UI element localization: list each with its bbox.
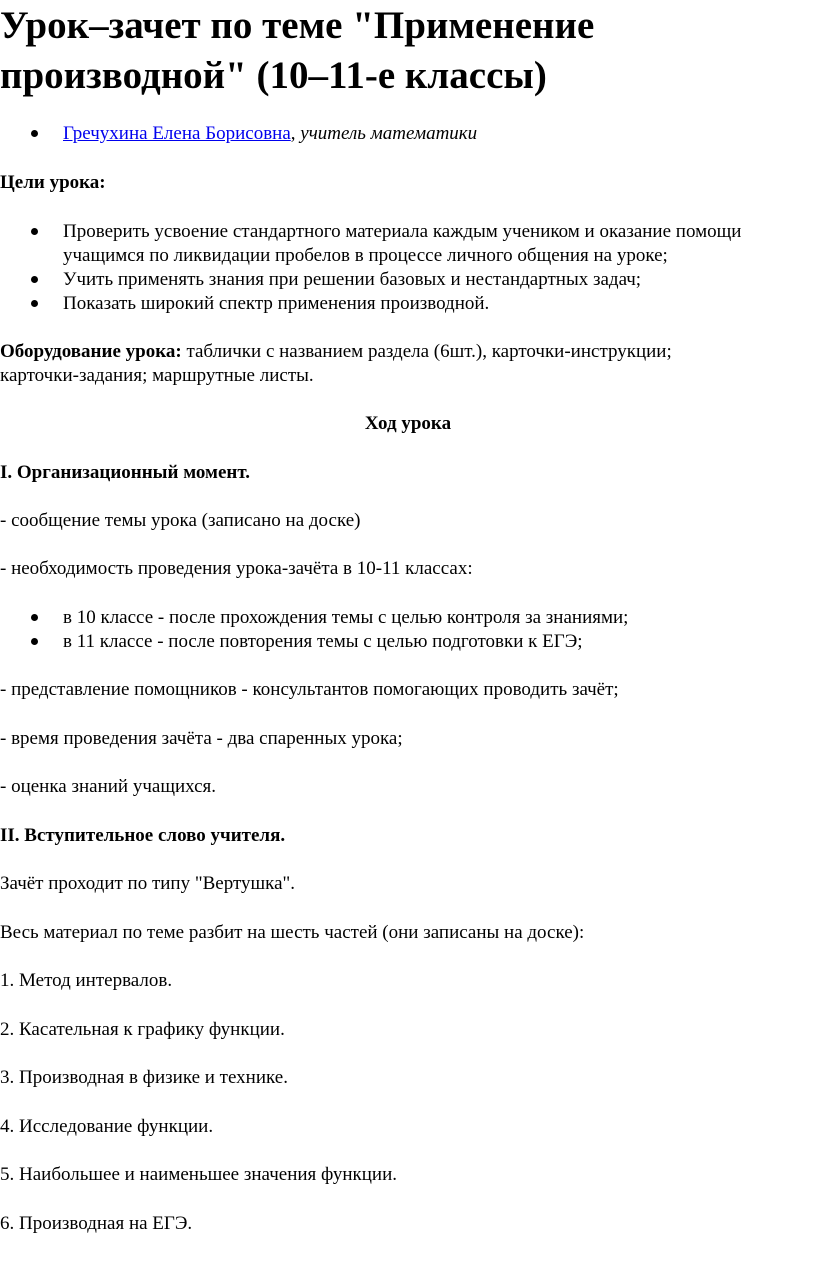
part-item: 5. Наибольшее и наименьшее значения функции. <box>0 1164 398 1185</box>
bullet-icon <box>31 300 38 307</box>
page-title-line-2: производной" (10–11-е классы) <box>0 54 547 97</box>
goal-item-text: Учить применять знания при решении базовых и нестандартных задач; <box>63 269 642 290</box>
goals-heading: Цели урока: <box>0 172 106 193</box>
part-item: 2. Касательная к графику функции. <box>0 1019 285 1040</box>
grade-item <box>0 630 628 654</box>
section-1-assessment: - оценка знаний учащихся. <box>0 776 216 797</box>
equipment-paragraph <box>0 340 672 388</box>
bullet-icon <box>31 614 38 621</box>
author-link[interactable]: Гречухина Елена Борисовна <box>63 123 291 144</box>
grade-list <box>0 606 628 654</box>
goal-item <box>0 292 741 316</box>
page-title <box>0 1 816 101</box>
goal-item <box>0 220 741 268</box>
goal-item-text-line-2: учащимся по ликвидации пробелов в процессе личного общения на уроке; <box>63 245 668 266</box>
equipment-text-line-1: таблички с названием раздела (6шт.), карточки-инструкции; <box>181 341 672 362</box>
section-2-heading: II. Вступительное слово учителя. <box>0 825 286 846</box>
grade-item-text: в 11 классе - после повторения темы с целью подготовки к ЕГЭ; <box>63 631 583 652</box>
author-list-item <box>0 122 477 146</box>
author-role: учитель математики <box>300 123 478 144</box>
grade-item <box>0 606 628 630</box>
section-1-topic: - сообщение темы урока (записано на доске) <box>0 510 361 531</box>
equipment-label: Оборудование урока: <box>0 341 182 362</box>
section-1-heading: I. Организационный момент. <box>0 462 251 483</box>
bullet-icon <box>31 276 38 283</box>
goals-list <box>0 220 741 316</box>
section-1-necessity: - необходимость проведения урока-зачёта в 10-11 классах: <box>0 558 473 579</box>
bullet-icon <box>31 228 38 235</box>
section-1-duration: - время проведения зачёта - два спаренных урока; <box>0 728 403 749</box>
author-separator: , <box>290 123 296 144</box>
goal-item <box>0 268 741 292</box>
part-item: 4. Исследование функции. <box>0 1116 214 1137</box>
section-2-format: Зачёт проходит по типу "Вертушка". <box>0 873 296 894</box>
part-item: 1. Метод интервалов. <box>0 970 173 991</box>
author-list <box>0 122 477 146</box>
section-1-assistants: - представление помощников - консультантов помогающих проводить зачёт; <box>0 679 619 700</box>
bullet-icon <box>31 638 38 645</box>
section-2-intro: Весь материал по теме разбит на шесть частей (они записаны на доске): <box>0 922 585 943</box>
grade-item-text: в 10 классе - после прохождения темы с целью контроля за знаниями; <box>63 607 629 628</box>
lesson-course-heading: Ход урока <box>364 413 452 434</box>
part-item: 6. Производная на ЕГЭ. <box>0 1213 193 1234</box>
equipment-text-line-2: карточки-задания; маршрутные листы. <box>0 365 314 386</box>
bullet-icon <box>31 130 38 137</box>
goal-item-text-line-1: Проверить усвоение стандартного материала каждым учеником и оказание помощи <box>63 221 742 242</box>
goal-item-text: Показать широкий спектр применения производной. <box>63 293 490 314</box>
page-title-line-1: Урок–зачет по теме "Применение <box>0 4 595 47</box>
part-item: 3. Производная в физике и технике. <box>0 1067 288 1088</box>
